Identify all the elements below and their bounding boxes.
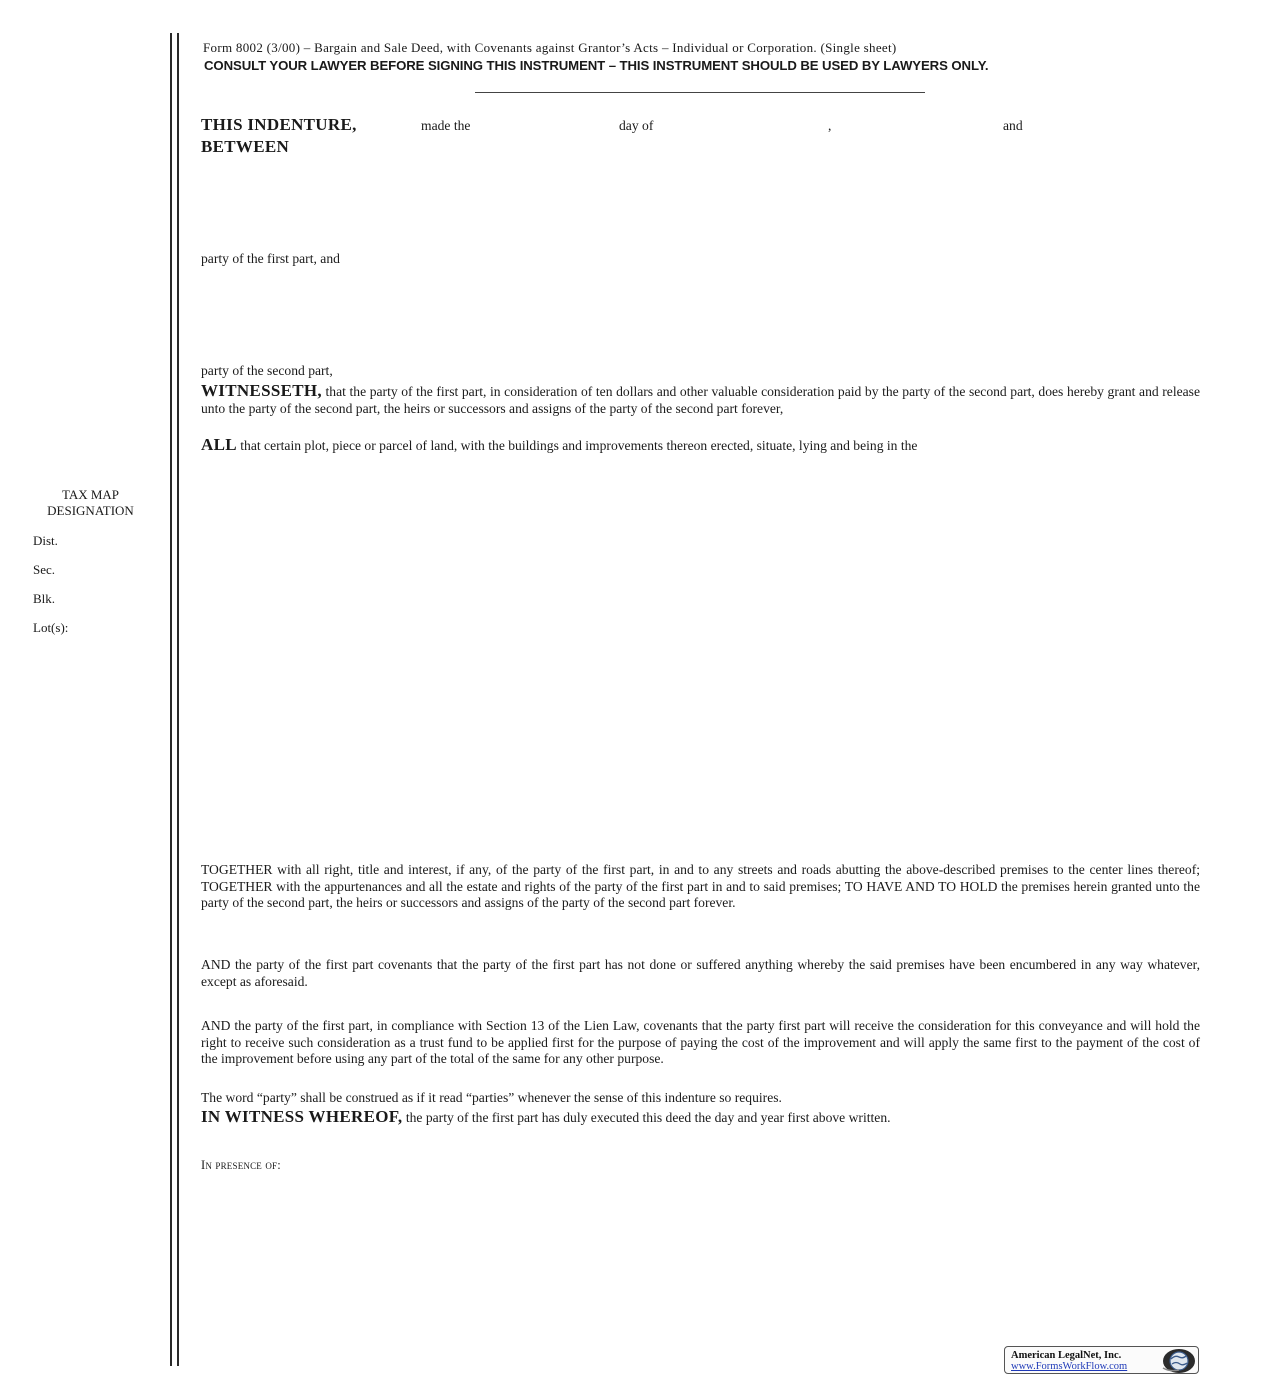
witnesseth-text: that the party of the first part, in consideration of ten dollars and other valuable consideration paid by the party of the second part, does hereby grant and release unto the party of the second part, the heirs or successors and assigns of the party of the second part forever, bbox=[201, 384, 1200, 416]
globe-icon bbox=[1158, 1348, 1196, 1374]
all-heading: ALL bbox=[201, 435, 237, 454]
margin-rule-left bbox=[170, 33, 172, 1366]
header-divider bbox=[475, 92, 925, 93]
all-clause-paragraph bbox=[201, 437, 1200, 455]
in-presence-of-label: In presence of: bbox=[201, 1158, 281, 1172]
witnesseth-paragraph bbox=[201, 383, 1200, 417]
witnesseth-heading: WITNESSETH, bbox=[201, 381, 322, 400]
between-heading: BETWEEN bbox=[201, 137, 290, 156]
logo-url-link[interactable]: www.FormsWorkFlow.com bbox=[1011, 1361, 1128, 1372]
day-of-label: day of bbox=[619, 118, 654, 133]
lawyer-warning: CONSULT YOUR LAWYER BEFORE SIGNING THIS INSTRUMENT – THIS INSTRUMENT SHOULD BE USED BY LAWYERS ONLY. bbox=[204, 58, 989, 73]
footer-logo[interactable] bbox=[1004, 1346, 1199, 1374]
margin-rule-right bbox=[177, 33, 179, 1366]
dist-label: Dist. bbox=[33, 533, 58, 548]
together-clause: TOGETHER with all right, title and interest, if any, of the party of the first part, in and to any streets and roads abutting the above-described premises to the center lines thereof; TOGETHER with the appurtenances and all the estate and rights of the party of the first part in and to said premises; TO HAVE AND TO HOLD the premises herein granted unto the party of the second part, the heirs or successors and assigns of the party of the second part forever. bbox=[201, 862, 1200, 910]
in-witness-text: the party of the first part has duly executed this deed the day and year first above written. bbox=[402, 1110, 891, 1125]
first-party-label: party of the first part, and bbox=[201, 251, 340, 266]
lien-law-clause: AND the party of the first part, in compliance with Section 13 of the Lien Law, covenants that the party first part will receive the consideration for this conveyance and will hold the right to receive such consideration as a trust fund to be applied first for the purpose of paying the cost of the improvement and will apply the same first to the payment of the cost of the improvement before using any part of the total of the same for any other purpose. bbox=[201, 1018, 1200, 1066]
party-word-clause: The word “party” shall be construed as if it read “parties” whenever the sense of this indenture so requires. bbox=[201, 1090, 782, 1105]
blk-label: Blk. bbox=[33, 591, 56, 606]
tax-map-designation-title: TAX MAP DESIGNATION bbox=[47, 487, 134, 518]
date-comma: , bbox=[828, 118, 832, 133]
covenant-clause: AND the party of the first part covenants that the party of the first part has not done or suffered anything whereby the said premises have been encumbered in any way whatever, except as aforesaid. bbox=[201, 957, 1200, 989]
logo-company-name: American LegalNet, Inc. bbox=[1011, 1350, 1122, 1361]
second-party-label: party of the second part, bbox=[201, 363, 333, 378]
and-label: and bbox=[1003, 118, 1023, 133]
in-witness-paragraph bbox=[201, 1109, 1200, 1127]
lots-label: Lot(s): bbox=[33, 620, 69, 635]
in-witness-heading: IN WITNESS WHEREOF, bbox=[201, 1107, 403, 1126]
sec-label: Sec. bbox=[33, 562, 56, 577]
made-the-label: made the bbox=[421, 118, 471, 133]
all-clause-text: that certain plot, piece or parcel of land, with the buildings and improvements thereon erected, situate, lying and being in the bbox=[236, 438, 918, 453]
form-title: Form 8002 (3/00) – Bargain and Sale Deed, with Covenants against Grantor’s Acts – Individual or Corporation. (Single sheet) bbox=[203, 40, 897, 55]
indenture-heading: THIS INDENTURE, bbox=[201, 115, 357, 134]
